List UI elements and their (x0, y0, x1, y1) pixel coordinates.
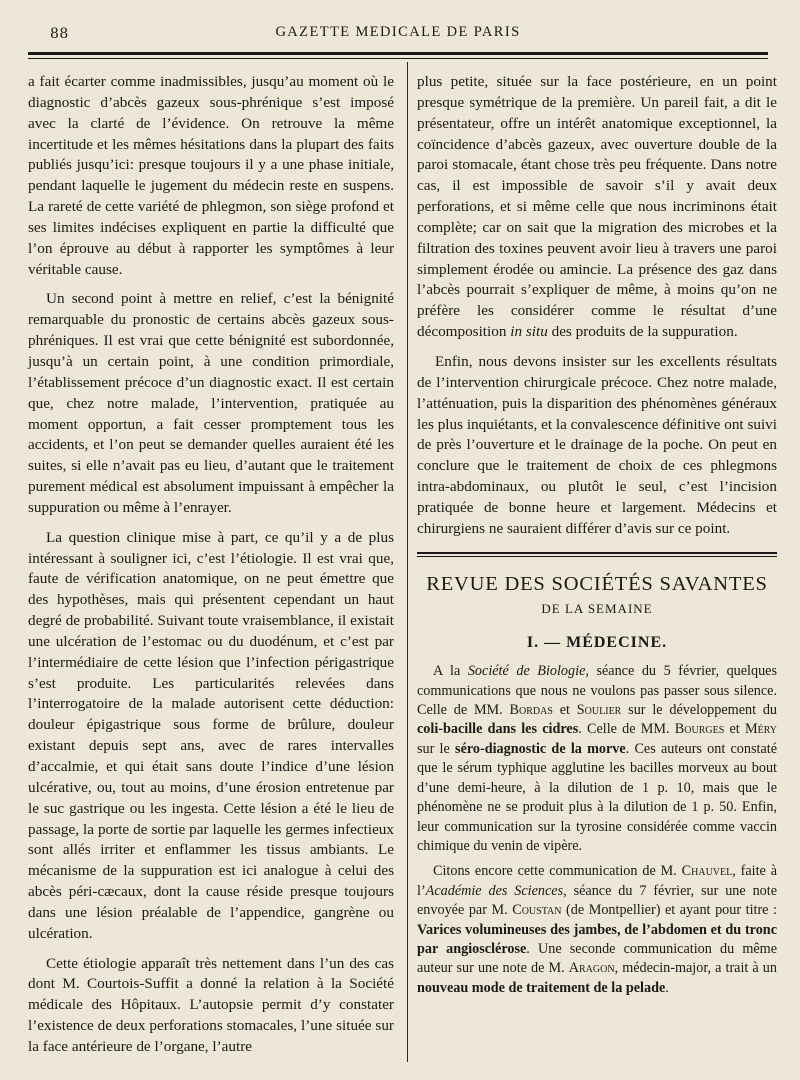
left-paragraph-2: Un second point à mettre en relief, c’est la bénignité remarquable du pronostic de certains abcès gazeux sous-phréniques. Il est vrai que cette bénignité est subordonnée, jusqu’à un certain point, à une condition primordiale, l’établissement précoce d’un diagnostic exact. Il est certain que, chez notre malade, l’intervention, pratiquée au moment opportun, a fait cesser promptement tous les accidents, et l’on peut se demander quelles auraient été les suites, si elle n’avait pas eu lieu, d’autant que le traitement purement médical est absolument impuissant à empêcher la suppuration ou même à l’enrayer. (28, 290, 394, 516)
section-rule-thick (417, 552, 777, 554)
left-paragraph-1: a fait écarter comme inadmissibles, jusqu’au moment où le diagnostic d’abcès gazeux sous-phrénique s’est imposé avec la clarté de l’évidence. On retrouve la même incertitude et les mêmes hésitations dans la plupart des faits publiés jusqu’ici: presque toujours il y a une phase initiale, pendant laquelle le jugement du médecin reste en suspens. La rareté de cette variété de phlegmon, son siège profond et ses limites indécises expliquent en partie la difficulté que l’on éprouve au début à rapporter les symptômes à leur véritable cause. (28, 73, 394, 278)
column-divider (407, 62, 408, 1062)
page-number: 88 (50, 26, 69, 42)
section-paragraph-2: Citons encore cette communication de M. Chauvel, faite à l’Académie des Sciences, séance du 7 février, sur une note envoyée par M. Coustan (de Montpellier) et ayant pour titre : Varices volumineuses des jambes, de l’abdomen et du tronc par angiosclérose. Une seconde communication du même auteur sur une note de M. Aragon, médecin-major, a trait à un nouveau mode de traitement de la pelade. (417, 863, 778, 996)
left-column (28, 72, 394, 1058)
section-body (417, 662, 777, 998)
left-paragraph-3: La question clinique mise à part, ce qu’il y a de plus intéressant à souligner ici, c’est l’étiologie. Il est vrai que, faute de vérification anatomique, on ne peut émettre que des hypothèses, mais qui présentent cependant un haut degré de probabilité. Suivant toute vraisemblance, il existait une ulcération de l’estomac ou du duodénum, et c’est par l’intermédiaire de cette lésion que l’infection périgastrique s’est produite. Les particularités relevées dans l’interrogatoire de la malade autorisent cette déduction: douleur épigastrique sous forme de brûlure, douleur existant depuis sept ans, avec de rares intervalles d’accalmie, et qui était sans doute l’indice d’une lésion ulcérative, ou, tout au moins, d’une érosion entretenue par le suc gastrique ou les ingesta. Cette lésion a été le lieu de passage, la porte de sortie par laquelle les germes infectieux sont allés irriter et enflammer les tissus ambiants. Le mécanisme de la suppuration est ici analogue à celui des abcès péri-cæcaux, dont la cause réside presque toujours dans une lésion préalable de l’appendice, gangrène ou ulcération. (28, 528, 394, 942)
left-paragraph-4: Cette étiologie apparaît très nettement dans l’un des cas dont M. Courtois-Suffit a donné la relation à la Société médicale des Hôpitaux. L’autopsie permit d’y constater l’existence de deux perforations stomacales, l’une située sur la face antérieure de l’organe, l’autre (28, 954, 394, 1055)
section-heading: I. — MÉDECINE. (526, 634, 668, 652)
section-title: REVUE DES SOCIÉTÉS SAVANTES (426, 572, 768, 595)
right-column (417, 72, 777, 998)
right-paragraph-1: plus petite, située sur la face postérieure, en un point presque symétrique de la première. Un pareil fait, a dit le présentateur, offre un intérêt anatomique exceptionnel, la coïncidence d’abcès gazeux, avec ouverture double de la paroi stomacale, étant chose très peu fréquente. Dans notre cas, il est impossible de savoir s’il y avait deux perforations, et si même celle que nous incriminons était complète; car on sait que la migration des microbes et la filtration des toxines peuvent avoir lieu à travers une paroi simplement érodée ou amincie. La présence des gaz dans l’abcès pourrait s’expliquer de même, à moins qu’on ne préfère les considérer comme le résultat d’une décomposition in situ des produits de la suppuration. (417, 73, 777, 341)
page-header (28, 18, 768, 48)
section-rule-thin (417, 556, 777, 557)
header-rule-thick (28, 52, 768, 55)
journal-title: GAZETTE MEDICALE DE PARIS (275, 24, 521, 40)
section-paragraph-1: A la Société de Biologie, séance du 5 février, quelques communications que nous ne voulons pas passer sous silence. Celle de MM. Bordas et Soulier sur le développement du coli-bacille dans les cidres. Celle de MM. Bourges et Méry sur le séro-diagnostic de la morve. Ces auteurs ont constaté que le sérum typhique agglutine les bacilles morveux au bout d’une demi-heure, à la dilution de 1 p. 10, mais que le phénomène ne se produit plus à la dilution de 1 p. 50. Enfin, leur communication sur la tyrosine considérée comme vaccin chimique du venin de vipère. (417, 663, 778, 854)
section-subtitle: DE LA SEMAINE (541, 600, 653, 616)
right-paragraph-2: Enfin, nous devons insister sur les excellents résultats de l’intervention chirurgicale précoce. Chez notre malade, l’atténuation, puis la disparition des phénomènes généraux les plus inquiétants, et la convalescence définitive ont suivi de près l’ouverture et le drainage de la poche. On peut en conclure que le traitement de choix de ces phlegmons intra-abdominaux, ou plutôt le seul, c’est l’incision pratiquée de bonne heure et largement. Médecins et chirurgiens ne sauraient différer d’avis sur ce point. (417, 352, 777, 537)
header-rule-thin (28, 58, 768, 59)
